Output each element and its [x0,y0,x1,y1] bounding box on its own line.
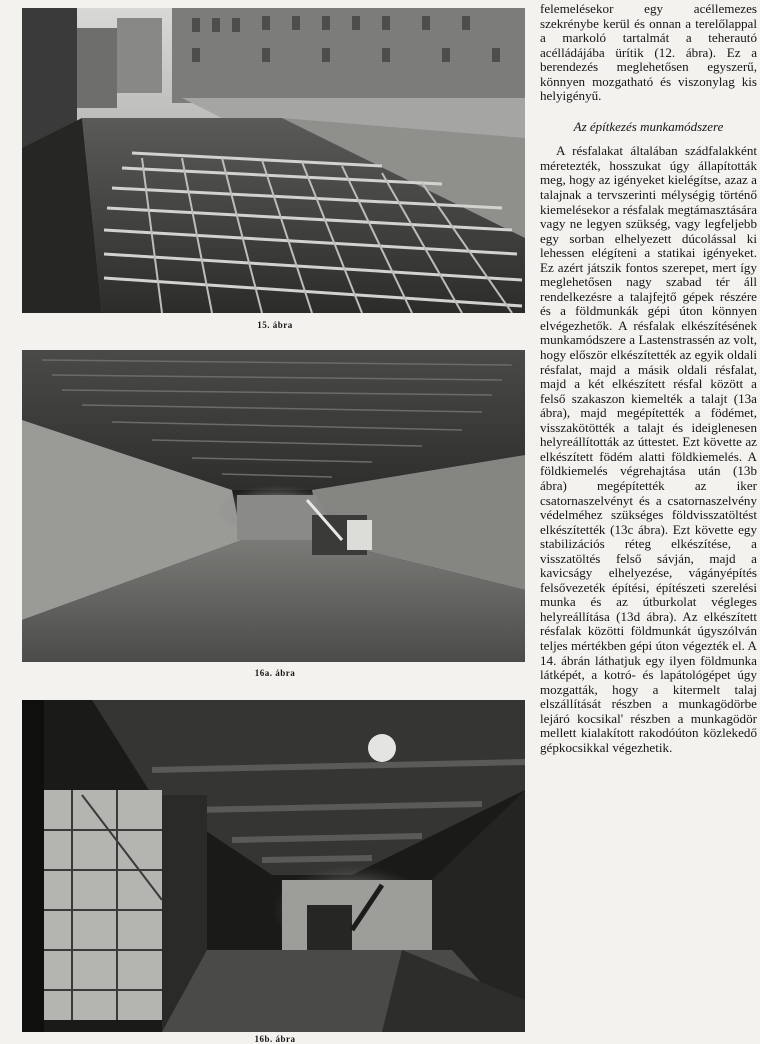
intro-paragraph: felemelésekor egy acéllemezes szekrénybe kerül és onnan a terelőlappal a markoló tartalmát a teherautó acélládájába ürítik (12. ábra). Ez a berendezés meglehetősen egyszerű, könnyen mozgatható és viszonylag kis helyigényű. [540,1,757,104]
figure-16a-caption: 16a. ábra [254,668,296,678]
section-title: Az építkezés munkamódszere [573,118,724,134]
article-column [540,2,757,755]
figure-15-caption: 15. ábra [257,320,293,330]
figure-16a-photo [22,350,525,662]
body-paragraph: A résfalakat általában szádfalakként méretezték, hosszukat úgy állapították meg, hogy az igényeket kielégítse, azaz a talajnak a tervszerinti mélységig történő kiemelésekor a résfalak megtámasztására vagy ne legyen szükség, vagy legfeljebb egy sorban elhelyezett dúcolással ki lehessen elégíteni a statikai igényeket. Ez azért játszik fontos szerepet, mert így meglehetősen nagy szabad tér áll rendelkezésre a talajfejtő gépek részére és a földmunkák gépi úton könnyen elvégezhetők. A résfalak elkészítésének munkamódszere a Lastenstrassén az volt, hogy először elkészítették az egyik oldali résfalat, majd a másik oldali résfalat, majd a két elkészített résfal között a felső szakaszon kiemelték a talajt (13a ábra), majd megépítették a födémet, visszakötötték a talajt és ideiglenesen helyreállították az úttestet. Ezt követte az elkészített födém alatti földkiemelés. A földkiemelés végrehajtása után (13b ábra) megépítették az iker csatornaszelvényt és a csatornaszelvény védelméhez szükséges földvisszatöltést elkészítették (13c ábra). Ezt követte egy stabilizációs réteg elkészítése, a visszatöltés felső sávján, majd a kavicságy elhelyezése, vágányépítés felsővezeték építési, építészeti szerelési munka és az útburkolat végleges helyreállítása (13d ábra). Az elkészített résfalak közötti földmunkát úgyszólván teljes mértékben gépi úton végezték el. A 14. ábrán láthatjuk egy ilyen földmunka látképét, a kotró- és lapátológépet úgy mozgatták, hogy a kitermelt talaj elszállítását részben a munkagödörbe lejáró kocsikal' részben a munkagödör mellett kialakított rakodóúton közlekedő gépkocsikkal végezhetik. [540,143,757,755]
figure-15-photo [22,8,525,313]
figure-16b-caption: 16b. ábra [254,1034,296,1044]
figure-16b-photo [22,700,525,1032]
